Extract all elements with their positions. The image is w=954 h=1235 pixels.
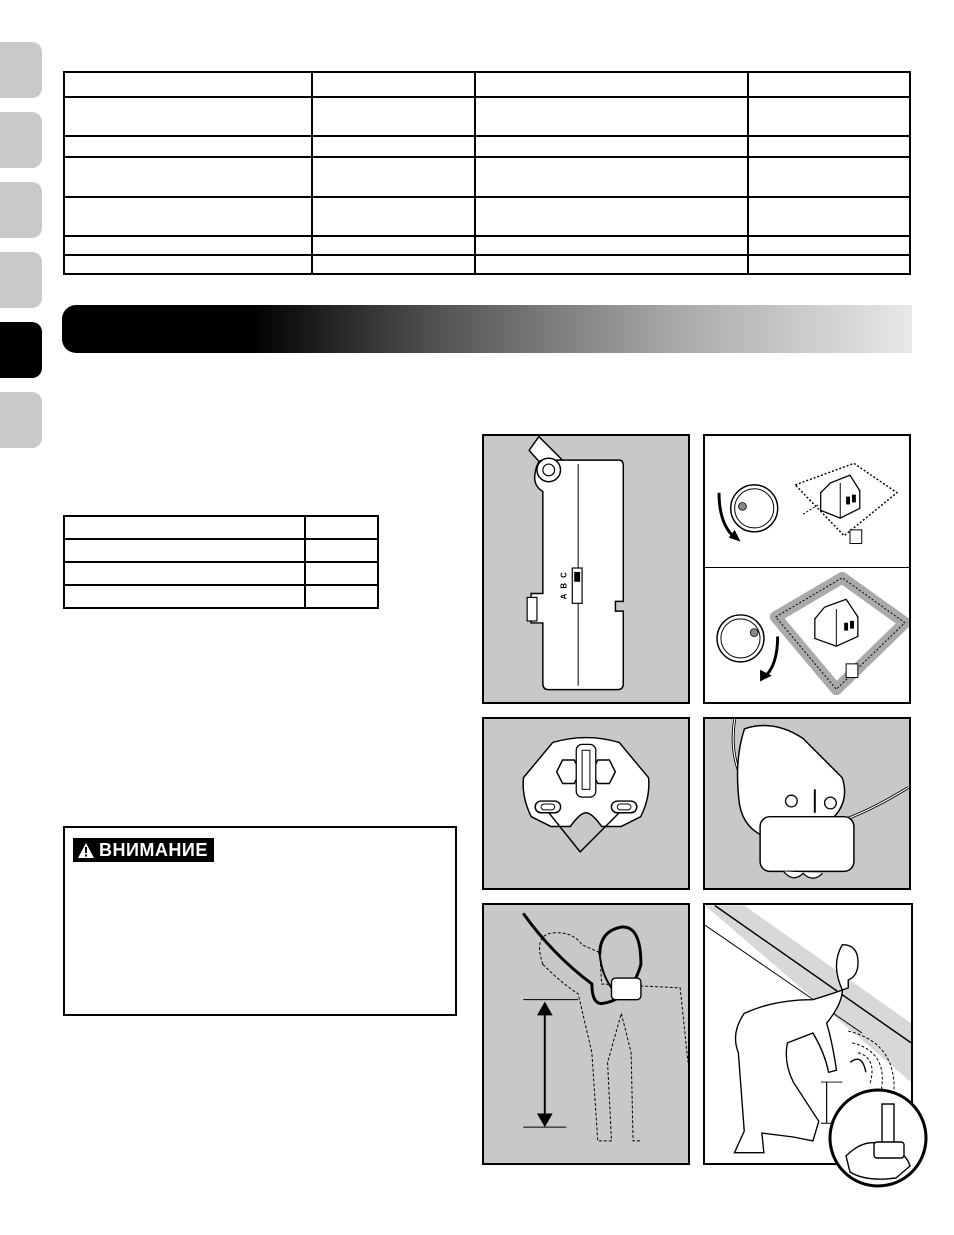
hand-fitting-collar-illustration xyxy=(703,717,911,890)
switch-letter-a: A xyxy=(559,593,569,600)
table-row xyxy=(64,539,378,562)
side-tab-3[interactable] xyxy=(0,182,42,238)
table-row xyxy=(64,516,378,539)
switch-letter-c: C xyxy=(559,572,569,578)
table-row xyxy=(64,197,910,236)
table-row xyxy=(64,255,910,274)
small-table xyxy=(63,515,379,609)
table-row xyxy=(64,157,910,197)
side-tab-4[interactable] xyxy=(0,252,42,308)
side-tab-5-active[interactable] xyxy=(0,322,42,378)
table-row xyxy=(64,236,910,255)
top-table xyxy=(63,71,911,275)
warning-box xyxy=(63,826,457,1016)
dial-narrow-boundary-illustration xyxy=(703,434,911,568)
side-tab-2[interactable] xyxy=(0,112,42,168)
table-row xyxy=(64,97,910,136)
dial-wide-boundary-illustration xyxy=(703,567,911,704)
table-row xyxy=(64,562,378,585)
section-banner xyxy=(62,305,912,353)
dog-collar-placement-illustration xyxy=(482,903,690,1165)
side-tab-1[interactable] xyxy=(0,42,42,98)
table-row xyxy=(64,136,910,157)
table-row xyxy=(64,585,378,608)
magnified-inset-circle xyxy=(826,1086,930,1190)
switch-letter-b: B xyxy=(559,582,569,589)
receiver-side-view-illustration xyxy=(482,434,690,704)
warning-triangle-icon xyxy=(77,842,95,859)
side-tab-6[interactable] xyxy=(0,392,42,448)
table-row xyxy=(64,72,910,97)
warning-label-text: ВНИМАНИЕ xyxy=(99,839,208,860)
receiver-contact-points-illustration xyxy=(482,717,690,890)
warning-label xyxy=(73,838,214,862)
